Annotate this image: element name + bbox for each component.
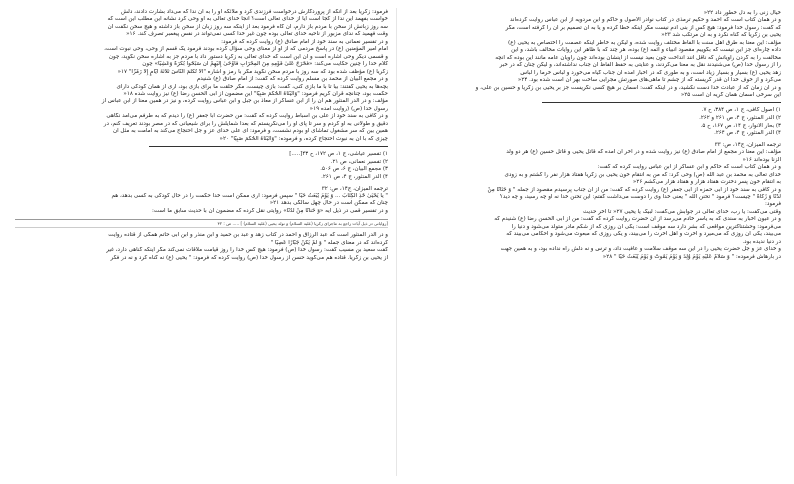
footnote: ۳) بحار الانوار، ج ۱۴، ص ۱۶۷، ح ۵. [700,122,781,129]
text-line: حکمت بود، چنانچه قرآن کریم فرمود: "وَآتَيْنَاهُ الْحُكْمَ صَبِيًّا" این مضمون از ابی الحسن رضا (ع) نیز روایت شده ۱۸« [123,90,388,97]
text-line: و در کافی به سند خود از ابی حمزه از ابی جعفر (ع) روایت کرده که گفت: من از آن جناب پرسیدم مقصود از جمله " وَ حَنَانًا مِنْ [487,186,781,193]
page-header: ترجمه المیزان، ج‌۱۴، ص: ۳۲ [321,185,388,192]
text-line: زکریا (ع) مؤظف شده بود که سه روز با مردم سخن نگوید مگر با رمز و اشاره "أَلَّا تُكَلِّمَ النَّاسَ ثَلَاثَةَ أَيَّامٍ إِلَّا رَمْزًا" ۱۷« [117,68,388,75]
left-page [15,0,388,484]
text-line: را از رسول خدا (ص) می‌شنیدند نقل به معنا می‌کردند، و عنایتی به حفظ الفاظ آن جناب نداشته‌اند، و لیکن چنان که در خبر [499,62,781,69]
left-footnotes [15,151,388,181]
text-line: سه روز زبانش از سخن با مردم باز دارم، آن گاه فرمود بعد از اینکه سه روز زبان از سخن باز داشته و هیچ سخن نگفت آن [107,23,388,30]
text-line: چیزی که با آن به نبوت احتجاج کرده، و فرموده: "وَآتَيْنَاهُ الْحُكْمَ صَبِيًّا" ۲۰« [219,135,388,142]
text-line: و در الدر المنثور است که عبد الرزاق و احمد در کتاب زهد و عبد بن حمید و ابن منذر و ابن ابی حاتم همگی از قتاده روایت [108,232,388,239]
text-line: مؤلف: این معنا به طرق اهل سنت با الفاظ مختلف روایت شده، و لیکن به خاطر اینکه عصمت را اختصاص به یحیی (ع) [508,39,781,46]
right-main-text [408,10,781,99]
text-line: و در آن زمان که از عبادت خدا دست نکشید، و در اینکه گفت: آسمان بر هیچ کسی نگریست جز بر یحیی بن زکریا و حسین بن علی، و [475,84,781,91]
text-line: و در تفسیر قمی در ذیل آیه «وَ حَنانًا مِنْ لَدُنَّا» روایتی نقل کرده که مضمون آن با حدیث سابق ما است: [151,207,388,214]
text-line: کرده‌اند که در معنای جمله " وَ لَمْ یَکُنْ جَبَّارًا عَصِیًّا " [270,239,388,246]
text-line: وقتی می‌گفت: یا رب، خدای تعالی در جوابش می‌گفت: لبیک یا یحیی ۲۷« تا آخر حدیث [582,208,781,215]
page-header: ترجمه المیزان، ج‌۱۴، ص: ۳۳ [714,141,781,148]
text-line: این سرخی آسمان همان گریه آن است ۲۵« [680,91,781,98]
left-continuation [15,186,388,216]
footnote: ۲) تفسیر نعمانی، ص ۲۱. [330,158,388,165]
text-line: و در عیون اخبار به سندی که به یاسر خادم می‌رسد از آن حضرت روایت کرده که گفت: من از ابی الحسن رضا (ع) شنیدم که [494,216,781,223]
right-page [408,0,781,484]
text-line: لَدُنَّا وَ زَكَاةً " چیست؟ فرمود " تحنن الله " یعنی خدا وی را دوست می‌داشت گفتم: این تحنن خدا نه او چه رسید، و چه دید؟ [499,193,781,200]
footnote-divider [149,146,388,147]
text-line: فرمود: زکریا بعد از آنکه از پروردگارش درخواست فرزندی کرد و ملائکه او را به آن ندا که می‌داد بشارت دادند، دلش [121,9,388,15]
right-footnotes [408,107,781,137]
text-line: بچه‌ها به یحیی گفتند: بیا تا با ما بازی کنی، گفت: بازی چیست، مگر خلقت ما برای بازی بود، آری از همان کودکی دارای [116,83,388,90]
text-line: می‌کرد و از خوف خدا آن قدر گریسته که از چشم تا ماهی‌های صورتش مجرایی ساخت بهر آن است شده بود. ۲۴« [517,77,781,84]
text-line: گفت سعید بن مسیب گفت: رسول خدا (ص) فرمود: هیچ کس خدا را روز قیامت ملاقات نمی‌کند مگر اینکه گناهی دارد، غیر [106,247,388,254]
footnote: ۴) الدر المنثور، ج ۴، ص ۲۶۱. [321,173,388,180]
text-line: و قسمی دیگر وحی اشاره است و آن این است که خدای تعالی به زکریا دستور داد با مردم جز به اشاره سخن نگوید، چون [108,53,388,60]
text-line: در بارهاش فرموده: " وَ سَلَامٌ عَلَيْهِ يَوْمَ وُلِدَ وَ يَوْمَ يَمُوتُ وَ يَوْمَ يُبْعَثُ حَيًّا " ۲۸« [602,253,781,260]
text-line: به انتقام خون پسر دخترت هفتاد هزار و هفتاد هزار می‌کشم ۲۶« [632,179,781,186]
right-continuation [408,142,781,261]
footnote: ۱) اصول کافی، ج ۱، ص ۳۸۴، ح ۷. [701,107,781,114]
text-line: زهد یحیی (ع) بسیار و بسیار زیاد است، و به طوری که در اخبار آمده آن جناب گیاه می‌خورد و لباس خرما را لباس [520,69,781,76]
text-line: مؤلف: و در الدر المنثور هم آن را از ابن عساکر از معاذ بن جبل و ابن عباس روایت کرده، و نیز در همین معنا از ابن عباس از [101,98,388,105]
text-line: مخالفت را به گردن راویانش که ناقل آنند انداخت چون بعید نیست از اینشان بوده‌اند چون راویان عامه مانند این بوده که آنچه [495,54,781,61]
text-line: و در همان کتاب است که حاکم و ابن عساکر از ابن عباس روایت کرده که گفت: [597,164,781,171]
footnote: ۱) تفسیر عیاشی، ج ۱، ص ۱۷۲، ح ۴۳[.....] [289,151,388,158]
text-line: و در همان کتاب است که احمد و حکیم ترمذی در کتاب نوادر الاصول و حاکم و ابن مردویه از ابن عباس روایت کرده‌اند [509,17,781,24]
text-line: و در تفسیر نعمانی به سند خود از امام صادق (ع) روایت کرده که فرمود: [221,38,388,45]
text-line: خدای تعالی به محمد بن عبد الله (ص) وحی کرد: که من به انتقام خون یحیی بن زکریا هفتاد هزار نفر را کشتم و به زودی [504,171,781,178]
text-line: چنان که ممکن است در حال چهل سالگی بدهد ۲۱« [269,200,388,207]
text-line: همین بین که سر مشغول تماشای او بودم نشست، و فرمود: ای علی خدای عز و جل احتجاج می‌کند به امامت به مثل آن [112,128,388,135]
text-line: مؤلف: این معنا در مجمع از امام صادق (ع) نیز روایت شده و در آخر آن آمده که قاتل یحیی و قاتل حسین (ع) هر دو ولد [506,149,781,156]
text-line: رسول خدا (ص) (روایت آمده ۱۹« [309,105,388,112]
footnote-divider [542,102,781,103]
footnote: ۲) الدر المنثور، ج ۴، ص ۲۶۱ و ۲۶۲. [699,115,781,122]
text-line: می‌بیند، یکی آن روزی که می‌میرد و آخرت و اهل آخرت را می‌بیند، و یکی روزی که مبعوث می‌شود و احکامی می‌بیند که [506,231,781,238]
text-line: وقت فهمید که ندای مزبور از ناحیه خدای تعالی بوده چون غیر خدا کسی نمی‌تواند در نفس پیغمبر تصرف کند. ۱۶« [126,31,388,38]
text-line: داده چاره‌ای جز این نیست که بگوییم مقصود انبیاء و ائمه (ع) بوده، هر چند که با ظاهر این روایات مخالف باشد، و این [511,47,781,54]
text-line: فرمود: [764,201,781,208]
left-main-text [15,9,388,143]
text-line: یحیی بن زکریا که گناه نکرد و به آن مرتکب شد ۲۳« [661,32,781,39]
text-line: از یحیی بن زکریا. قتاده هم می‌گوید حسن از رسول خدا (ص) روایت کرده که فرمود: " یحیی (ع) نه گناه کرد و نه در فکر [110,254,388,261]
text-line: " یا یَحْیَیٰ خُذِ الْکِتَابَ ... وَ یَوْمَ یُبْعَثُ حَیًّا " سپس فرمود: آری ممکن است خدا حکمت را در حال کودکی به کسی بدهد، هم [111,192,388,199]
text-line: و در مجمع البیان از محمد بن مسلم روایت کرده که گفت: از امام صادق (ع) شنیدم [196,76,388,83]
footnote: ۳) مجمع البیان، ج ۶، ص ۵۰۶. [320,166,388,173]
footnote: ۴) الدر المنثور، ج ۴، ص ۲۶۴. [714,130,781,137]
section-heading: [روایاتی در ذیل آیات راجع به ماجرای زکریا (علیه السلام) و تولد یحیی (علیه السلام) ] ..... ص : ۳۲ [15,219,388,228]
text-line: می‌فرمود: وحشتناکترین مواقعی که بشر دارد سه موقف است: یکی آن روزی که از شکم مادر متولد می‌شود و دنیا را [511,223,781,230]
text-line: کلام خدا را چنین حکایت می‌کند: «فَخَرَجَ عَلَىٰ قَوْمِهِ مِنَ الْمِحْرَابِ فَأَوْحَىٰ إِلَيْهِمْ أَن سَبِّحُوا بُكْرَةً وَعَشِيًّا» چون [142,61,388,68]
text-line: امام امیر المؤمنین (ع) در پاسخ مردمی که از او از معنای وحی سؤال کرده بودند فرمود یک قسم از وحی، وحی نبوت است، [104,46,388,53]
text-line: الزنا بوده‌اند ۱۶« [742,156,781,163]
text-line: در دنیا ندیده بود. [742,238,781,245]
text-line: خیال زنی را به دل خطور داد ۲۲« [703,10,781,16]
text-line: و در کافی به سند خود از علی بن اسباط روایت کرده که گفت: من حضرت ابا جعفر (ع) را دیدم که به طرفم می‌آمد نگاهی [106,113,388,120]
text-line: که گفت: رسول خدا فرمود: هیچ کس از بنی آدم نیست مگر اینکه خطا کرده و یا به آن تصمیم بر آن را گرفته است، مگر [505,24,781,31]
text-line: خواست بفهمد این ندا از کجا است آیا از خدای تعالی است؟ آنجا خدای تعالی به او وحی کرد نشانه این مطلب این است که [107,16,388,23]
text-line: دقیق و طولانی به او کردم و سر تا پای او را می‌نگریستم که بعدا شمایلش را برای شیعیانی که در مصر بودند تعریف کنم، در [103,120,388,127]
text-line: و خدای عز و جل حضرت یحیی را در این سه موقف سلامت و عافیت داد، و ترس و نه دلش راه نداده بود، و به همین جهت [500,246,781,253]
page-gutter [396,8,397,476]
left-section-text [15,232,388,262]
